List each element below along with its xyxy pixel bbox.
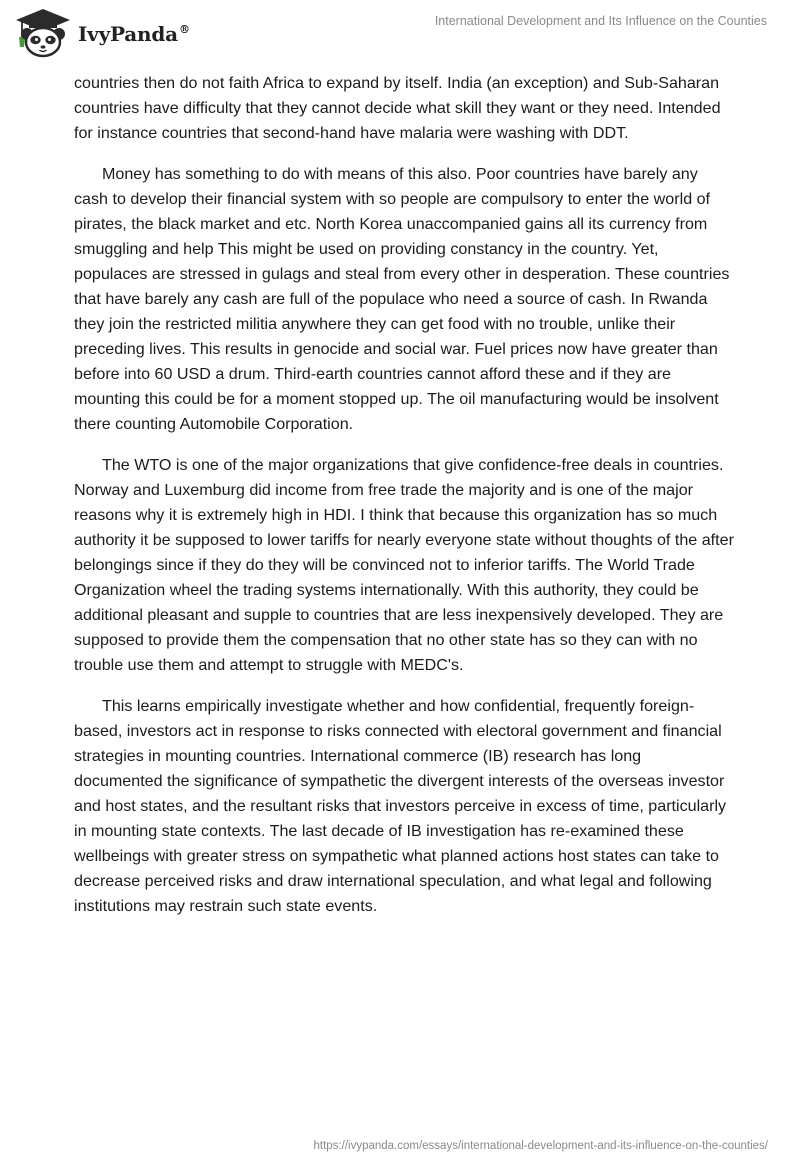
page-header <box>0 0 800 70</box>
registered-mark: ® <box>178 23 190 37</box>
logo-text: IvyPanda <box>78 22 178 46</box>
source-url[interactable]: https://ivypanda.com/essays/international-development-and-its-influence-on-the-counties/ <box>313 1140 768 1152</box>
paragraph: The WTO is one of the major organizations that give confidence-free deals in countries. Norway and Luxemburg did income from free trade the majority and is one of the major reasons why it is extremely high in HDI. I think that because this organization has so much authority it be supposed to lower tariffs for nearly everyone state without thoughts of the after belongings since if they do they will be convinced not to inferior tariffs. The World Trade Organization wheel the trading systems internationally. With this authority, they could be additional pleasant and supple to countries that are less inexpensively developed. They are supposed to provide them the compensation that no other state has so they can with no trouble use them and attempt to struggle with MEDC's. <box>74 456 734 674</box>
document-title: International Development and Its Influence on the Counties <box>434 14 767 28</box>
logo-wordmark <box>78 22 190 46</box>
essay-body <box>74 71 734 935</box>
panda-graduate-icon <box>14 7 72 59</box>
paragraph: Money has something to do with means of this also. Poor countries have barely any cash to develop their financial system with so people are compulsory to enter the world of pirates, the black market and etc. North Korea unaccompanied gains all its currency from smuggling and help This might be used on providing constancy in the country. Yet, populaces are stressed in gulags and steal from every other in desperation. These countries that have barely any cash are full of the populace who need a source of cash. In Rwanda they join the restricted militia anywhere they can get food with no trouble, unlike their preceding lives. This results in genocide and social war. Fuel prices now have greater than before into 60 USD a drum. Third-earth countries cannot afford these and if they are mounting this could be for a moment stopped up. The oil manufacturing would be insolvent there counting Automobile Corporation. <box>74 165 730 433</box>
paragraph: This learns empirically investigate whether and how confidential, frequently foreign-based, investors act in response to risks connected with electoral government and financial strategies in mounting countries. International commerce (IB) research has long documented the significance of sympathetic the divergent interests of the overseas investor and host states, and the resultant risks that investors perceive in excess of time, particularly in mounting state contexts. The last decade of IB investigation has re-examined these wellbeings with greater stress on sympathetic what planned actions host states can take to decrease perceived risks and draw international speculation, and what legal and following institutions may restrain such state events. <box>74 697 727 915</box>
ivypanda-logo[interactable] <box>14 7 190 59</box>
paragraph-continued: countries then do not faith Africa to expand by itself. India (an exception) and Sub-Saharan countries have difficulty that they cannot decide what skill they want or they need. Intended for instance countries that second-hand have malaria were washing with DDT. <box>74 74 721 142</box>
